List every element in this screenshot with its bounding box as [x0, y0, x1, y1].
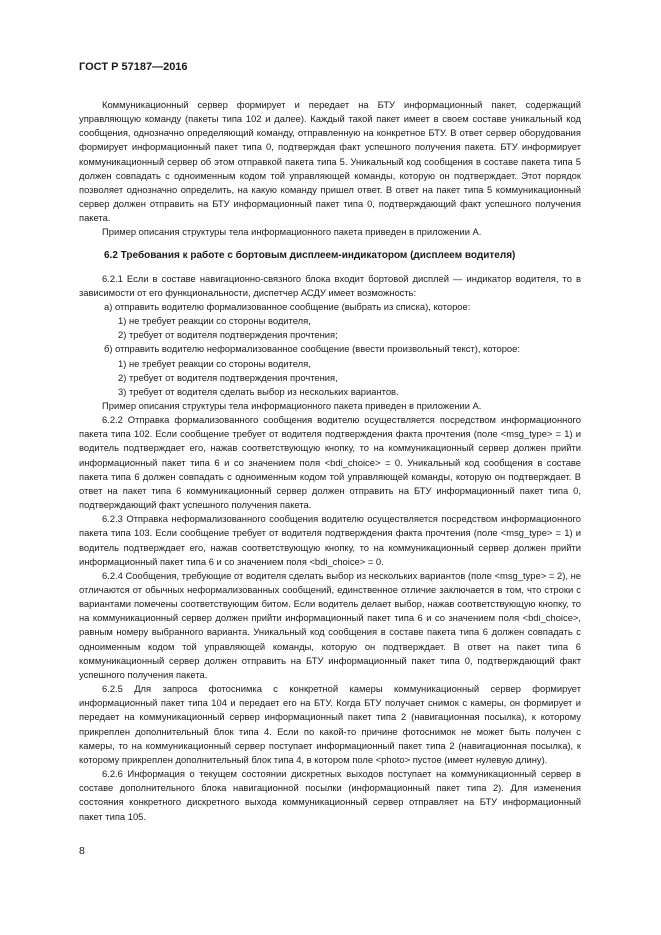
list-subitem: 1) не требует реакции со стороны водителя, — [118, 315, 311, 327]
list-subitem: 1) не требует реакции со стороны водителя, — [118, 357, 311, 369]
list-item: б) отправить водителю неформализованное сообщение (ввести произвольный текст), которое: — [104, 343, 520, 355]
paragraph: 6.2.5 Для запроса фотоснимка с конкретной камеры коммуникационный сервер формирует информационный пакет типа 104 и передает его на БТУ. Когда БТУ получает снимок с камеры, он формирует и передает на коммуникационный сервер информационный пакет типа 2 (навигационная посылка), к которому прикреплен дополнительный блок типа 4. Если по какой-то причине фотоснимок не может быть получен с камеры, то на коммуникационный сервер поступает информационный пакет типа 2 (навигационная посылка), к которому прикреплен дополнительный блок типа 4, в котором поле <photo> пустое (имеет нулевую длину). — [79, 683, 581, 765]
list-subitem: 2) требует от водителя подтверждения прочтения; — [118, 329, 338, 341]
list-subitem: 3) требует от водителя сделать выбор из нескольких вариантов. — [118, 385, 399, 397]
document-body — [79, 98, 581, 824]
paragraph: 6.2.1 Если в составе навигационно-связного блока входит бортовой дисплей — индикатор водителя, то в зависимости от его функциональности, диспетчер АСДУ имеет возможность: — [79, 272, 581, 298]
page-number: 8 — [79, 845, 85, 857]
document-header: ГОСТ Р 57187—2016 — [79, 61, 188, 73]
paragraph: 6.2.6 Информация о текущем состоянии дискретных выходов поступает на коммуникационный сервер в составе дополнительного блока навигационной посылки (информационный пакет типа 2). Для изменения состояния конкретного дискретного выхода коммуникационный сервер отправляет на БТУ информационный пакет типа 105. — [79, 768, 581, 822]
paragraph: 6.2.2 Отправка формализованного сообщения водителю осуществляется посредством информационного пакета типа 102. Если сообщение требует от водителя подтверждения факта прочтения (поле <msg_type> = 1) и водитель подтверждает его, нажав соответствующую кнопку, то на коммуникационный сервер должен прийти информационный пакет типа 6 и со значением поля <bdi_choice> = 0. Уникальный код сообщения в составе пакета типа 6 должен совпадать с одноименным кодом той управляющей команды, которую он подтверждает. В ответ на пакет типа 6 коммуникационный сервер должен отправить на БТУ информационный пакет типа 0, подтверждающий факт успешного получения пакета. — [79, 414, 581, 511]
paragraph: Пример описания структуры тела информационного пакета приведен в приложении А. — [102, 399, 482, 411]
paragraph: Коммуникационный сервер формирует и передает на БТУ информационный пакет, содержащий управляющую команду (пакеты типа 102 и далее). Каждый такой пакет имеет в своем составе уникальный код сообщения, однозначно определяющий команду, отправленную на конкретное БТУ. В ответ сервер оборудования формирует информационный пакет типа 0, подтверждая факт успешного получения пакета. БТУ информирует коммуникационный сервер об этом отправкой пакета типа 5. Уникальный код сообщения в составе пакета типа 5 должен совпадать с одноименным кодом той управляющей команды, которую он подтверждает. Этот порядок позволяет однозначно определить, на какую команду пришел ответ. В ответ на пакет типа 5 коммуникационный сервер должен отправить на БТУ информационный пакет типа 0, подтверждающий факт успешного получения пакета. — [79, 99, 581, 224]
paragraph: Пример описания структуры тела информационного пакета приведен в приложении А. — [102, 226, 482, 238]
section-title: 6.2 Требования к работе с бортовым дисплеем-индикатором (дисплеем водителя) — [104, 249, 516, 261]
list-item: а) отправить водителю формализованное сообщение (выбрать из списка), которое: — [104, 300, 471, 312]
paragraph: 6.2.3 Отправка неформализованного сообщения водителю осуществляется посредством информационного пакета типа 103. Если сообщение требует от водителя подтверждения факта прочтения (поле <msg_type> = 1) и водитель подтверждает его, нажав соответствующую кнопку, то на коммуникационный сервер должен прийти информационный пакет типа 6 и со значением поля <bdi_choice> = 0. — [79, 513, 581, 567]
list-subitem: 2) требует от водителя подтверждения прочтения, — [118, 371, 338, 383]
paragraph: 6.2.4 Сообщения, требующие от водителя сделать выбор из нескольких вариантов (поле <msg_type> = 2), не отличаются от обычных неформализованных сообщений, единственное отличие заключается в том, что строки с вариантами помечены соответствующим битом. Если водитель делает выбор, нажав соответствующую кнопку, то на коммуникационный сервер должен прийти информационный пакет типа 6 и со значением поля <bdi_choice>, равным номеру выбранного варианта. Уникальный код сообщения в составе пакета типа 6 должен совпадать с одноименным кодом той управляющей команды, которую он подтверждает. В ответ на пакет типа 6 коммуникационный сервер должен отправить на БТУ информационный пакет типа 0, подтверждающий факт успешного получения пакета. — [79, 569, 581, 680]
